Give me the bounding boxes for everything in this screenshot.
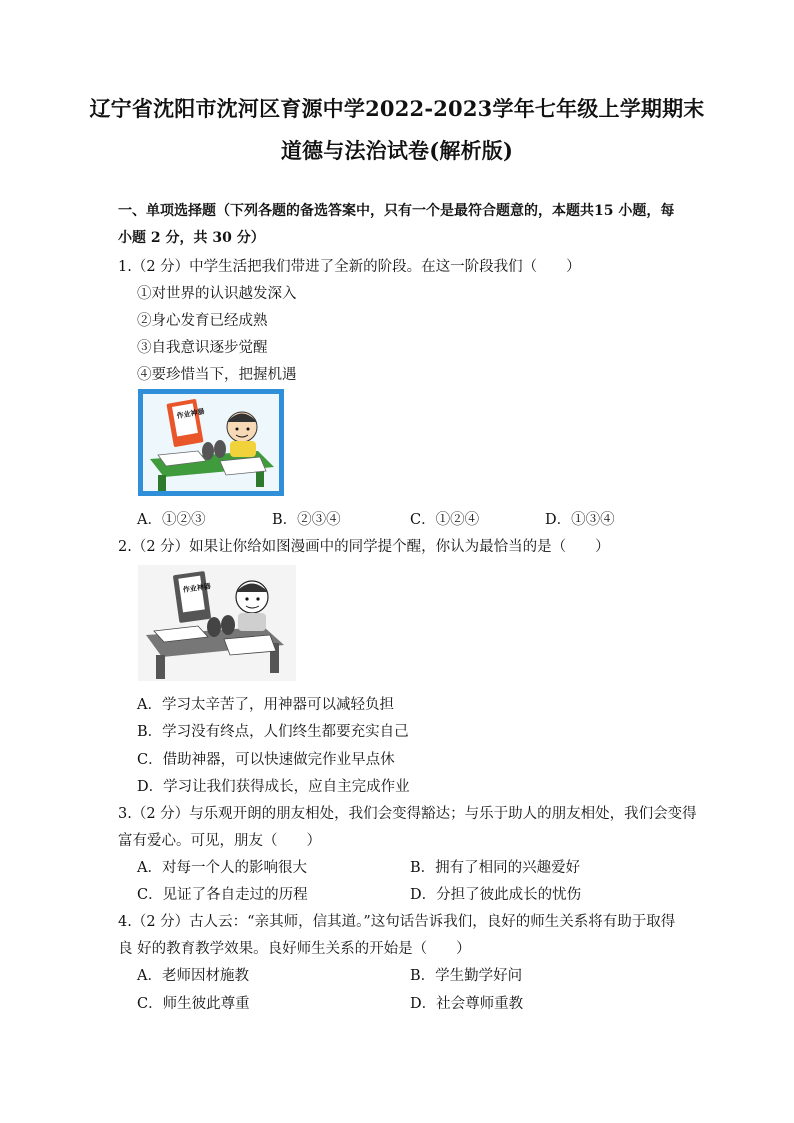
q3-option-b: B．拥有了相同的兴趣爱好 — [410, 860, 581, 876]
q1-cartoon-image — [138, 389, 284, 496]
q2-option-d: D．学习让我们获得成长，应自主完成作业 — [137, 779, 410, 795]
q4-stem-line2: 良 好的教育教学效果。良好师生关系的开始是（ ） — [118, 941, 471, 957]
q3-option-d: D．分担了彼此成长的忧伤 — [410, 887, 582, 903]
q1-option-b: B．②③④ — [272, 512, 341, 528]
q4-stem-line1: 4.（2 分）古人云：“亲其师，信其道。”这句话告诉我们，良好的师生关系将有助于取得 — [118, 914, 676, 930]
q2-option-c: C．借助神器，可以快速做完作业早点休 — [137, 752, 395, 768]
section-instructions-line2: 小题 2 分，共 30 分） — [118, 230, 265, 246]
q1-statement-2: ②身心发育已经成熟 — [137, 313, 268, 329]
exam-title-line2: 道德与法治试卷(解析版) — [280, 138, 514, 163]
q3-stem-line2: 富有爱心。可见，朋友（ ） — [118, 833, 321, 849]
q2-cartoon-image — [138, 565, 296, 681]
q1-option-d: D．①③④ — [545, 512, 615, 528]
q2-option-b: B．学习没有终点，人们终生都要充实自己 — [137, 724, 409, 740]
q3-stem-line1: 3.（2 分）与乐观开朗的朋友相处，我们会变得豁达；与乐于助人的朋友相处，我们会变得 — [118, 806, 697, 822]
q1-statement-3: ③自我意识逐步觉醒 — [137, 340, 268, 356]
q2-option-a: A．学习太辛苦了，用神器可以减轻负担 — [137, 697, 394, 713]
q1-statement-1: ①对世界的认识越发深入 — [137, 286, 297, 302]
q1-stem: 1.（2 分）中学生活把我们带进了全新的阶段。在这一阶段我们（ ） — [118, 259, 581, 275]
q4-option-c: C．师生彼此尊重 — [137, 996, 250, 1012]
q2-image-label: 作业神器 — [182, 582, 212, 595]
q1-option-c: C．①②④ — [410, 512, 480, 528]
q4-option-a: A．老师因材施教 — [137, 968, 249, 984]
q3-option-a: A．对每一个人的影响很大 — [137, 860, 307, 876]
q1-image-label: 作业神器 — [176, 407, 205, 421]
q2-stem: 2.（2 分）如果让你给如图漫画中的同学提个醒，你认为最恰当的是（ ） — [118, 539, 610, 555]
exam-title-line1: 辽宁省沈阳市沈河区育源中学2022-2023学年七年级上学期期末 — [89, 96, 705, 121]
q1-statement-4: ④要珍惜当下，把握机遇 — [137, 367, 297, 383]
q4-option-d: D．社会尊师重教 — [410, 996, 524, 1012]
q1-option-a: A．①②③ — [137, 512, 206, 528]
q4-option-b: B．学生勤学好问 — [410, 968, 523, 984]
section-instructions-line1: 一、单项选择题（下列各题的备选答案中，只有一个是最符合题意的，本题共15 小题，每 — [118, 203, 675, 219]
q3-option-c: C．见证了各自走过的历程 — [137, 887, 308, 903]
